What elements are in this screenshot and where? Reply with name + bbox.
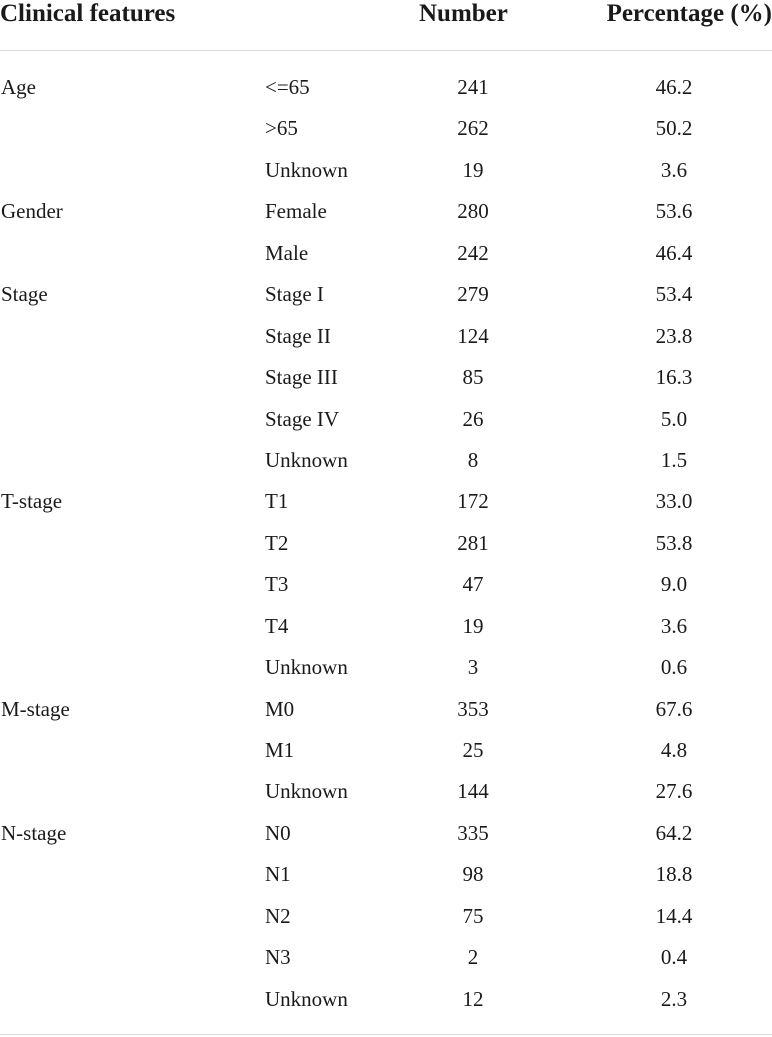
cell-category: N2 <box>265 903 291 928</box>
table-row <box>0 399 772 440</box>
cell-number: 98 <box>462 862 484 887</box>
table-row <box>0 854 772 895</box>
cell-percentage: 4.8 <box>660 738 688 762</box>
cell-number: 262 <box>457 116 489 141</box>
cell-number: 8 <box>467 447 479 472</box>
cell-percentage: 14.4 <box>655 903 693 928</box>
cell-category: Unknown <box>265 447 348 472</box>
cell-percentage: 46.4 <box>655 240 693 265</box>
table-header <box>0 0 772 51</box>
cell-number: 85 <box>462 365 484 390</box>
table-row <box>0 606 772 647</box>
cell-percentage: 64.2 <box>655 820 693 845</box>
cell-number: 144 <box>457 779 489 804</box>
table-row <box>0 979 772 1020</box>
cell-number: 124 <box>457 323 489 348</box>
cell-percentage: 1.5 <box>660 447 688 472</box>
cell-percentage: 3.6 <box>660 157 688 182</box>
table-row <box>0 647 772 688</box>
table-row <box>0 689 772 730</box>
cell-category: N1 <box>265 862 291 887</box>
cell-category: Male <box>265 240 309 265</box>
cell-number: 26 <box>462 406 484 431</box>
table-row <box>0 233 772 274</box>
table-row <box>0 564 772 605</box>
table-bottom-rule <box>0 1034 772 1035</box>
cell-percentage: 53.4 <box>655 282 693 307</box>
cell-number: 25 <box>462 738 484 762</box>
cell-percentage: 3.6 <box>660 613 688 638</box>
cell-percentage: 23.8 <box>655 323 693 348</box>
cell-category: <=65 <box>265 75 310 99</box>
header-percentage: Percentage (%) <box>606 0 772 27</box>
cell-clinical-feature: T-stage <box>1 489 63 514</box>
cell-category: Stage III <box>265 365 338 390</box>
table-row <box>0 67 772 108</box>
cell-number: 19 <box>462 157 484 182</box>
cell-category: M1 <box>265 738 295 762</box>
cell-category: T3 <box>265 572 289 597</box>
cell-percentage: 0.6 <box>660 655 688 680</box>
table-row <box>0 896 772 937</box>
cell-number: 280 <box>457 199 489 224</box>
cell-percentage: 5.0 <box>660 406 688 431</box>
cell-number: 353 <box>457 696 489 721</box>
cell-clinical-feature: Stage <box>1 282 48 307</box>
table-row <box>0 108 772 149</box>
cell-category: Stage IV <box>265 406 340 431</box>
header-number: Number <box>419 0 508 27</box>
cell-clinical-feature: N-stage <box>1 820 67 845</box>
table-row <box>0 357 772 398</box>
table-row <box>0 316 772 357</box>
cell-number: 19 <box>462 613 484 638</box>
cell-clinical-feature: M-stage <box>1 696 70 721</box>
table-row <box>0 274 772 315</box>
cell-category: T1 <box>265 489 289 514</box>
cell-category: T2 <box>265 530 289 555</box>
cell-category: Unknown <box>265 986 348 1011</box>
cell-clinical-feature: Age <box>1 75 36 99</box>
cell-number: 2 <box>467 945 479 970</box>
header-clinical-features: Clinical features <box>0 0 176 27</box>
cell-percentage: 18.8 <box>655 862 693 887</box>
cell-number: 242 <box>457 240 489 265</box>
cell-percentage: 33.0 <box>655 489 693 514</box>
table-row <box>0 440 772 481</box>
cell-category: N0 <box>265 820 291 845</box>
cell-number: 47 <box>462 572 484 597</box>
cell-percentage: 46.2 <box>655 75 693 99</box>
table-row <box>0 813 772 854</box>
table-row <box>0 937 772 978</box>
cell-category: N3 <box>265 945 291 970</box>
cell-category: Unknown <box>265 157 348 182</box>
cell-category: T4 <box>265 613 289 638</box>
cell-category: Unknown <box>265 779 348 804</box>
table-row <box>0 481 772 522</box>
cell-percentage: 27.6 <box>655 779 693 804</box>
cell-number: 3 <box>467 655 479 680</box>
cell-number: 281 <box>457 530 489 555</box>
table-row <box>0 191 772 232</box>
cell-number: 172 <box>457 489 489 514</box>
cell-category: Female <box>265 199 327 224</box>
cell-percentage: 16.3 <box>655 365 693 390</box>
cell-number: 75 <box>462 903 484 928</box>
cell-number: 335 <box>457 820 489 845</box>
cell-category: M0 <box>265 696 295 721</box>
cell-percentage: 0.4 <box>660 945 688 970</box>
cell-category: Stage II <box>265 323 331 348</box>
cell-percentage: 50.2 <box>655 116 693 141</box>
cell-number: 241 <box>457 75 489 99</box>
cell-percentage: 53.6 <box>655 199 693 224</box>
table-row <box>0 730 772 771</box>
cell-number: 279 <box>457 282 489 307</box>
cell-number: 12 <box>462 986 484 1011</box>
cell-percentage: 2.3 <box>660 986 688 1011</box>
cell-percentage: 67.6 <box>655 696 693 721</box>
table-row <box>0 523 772 564</box>
cell-category: Unknown <box>265 655 348 680</box>
cell-category: >65 <box>265 116 298 141</box>
table-body <box>0 51 772 1020</box>
cell-percentage: 9.0 <box>660 572 688 597</box>
table-row <box>0 771 772 812</box>
cell-category: Stage I <box>265 282 324 307</box>
cell-clinical-feature: Gender <box>1 199 63 224</box>
table-row <box>0 150 772 191</box>
cell-percentage: 53.8 <box>655 530 693 555</box>
